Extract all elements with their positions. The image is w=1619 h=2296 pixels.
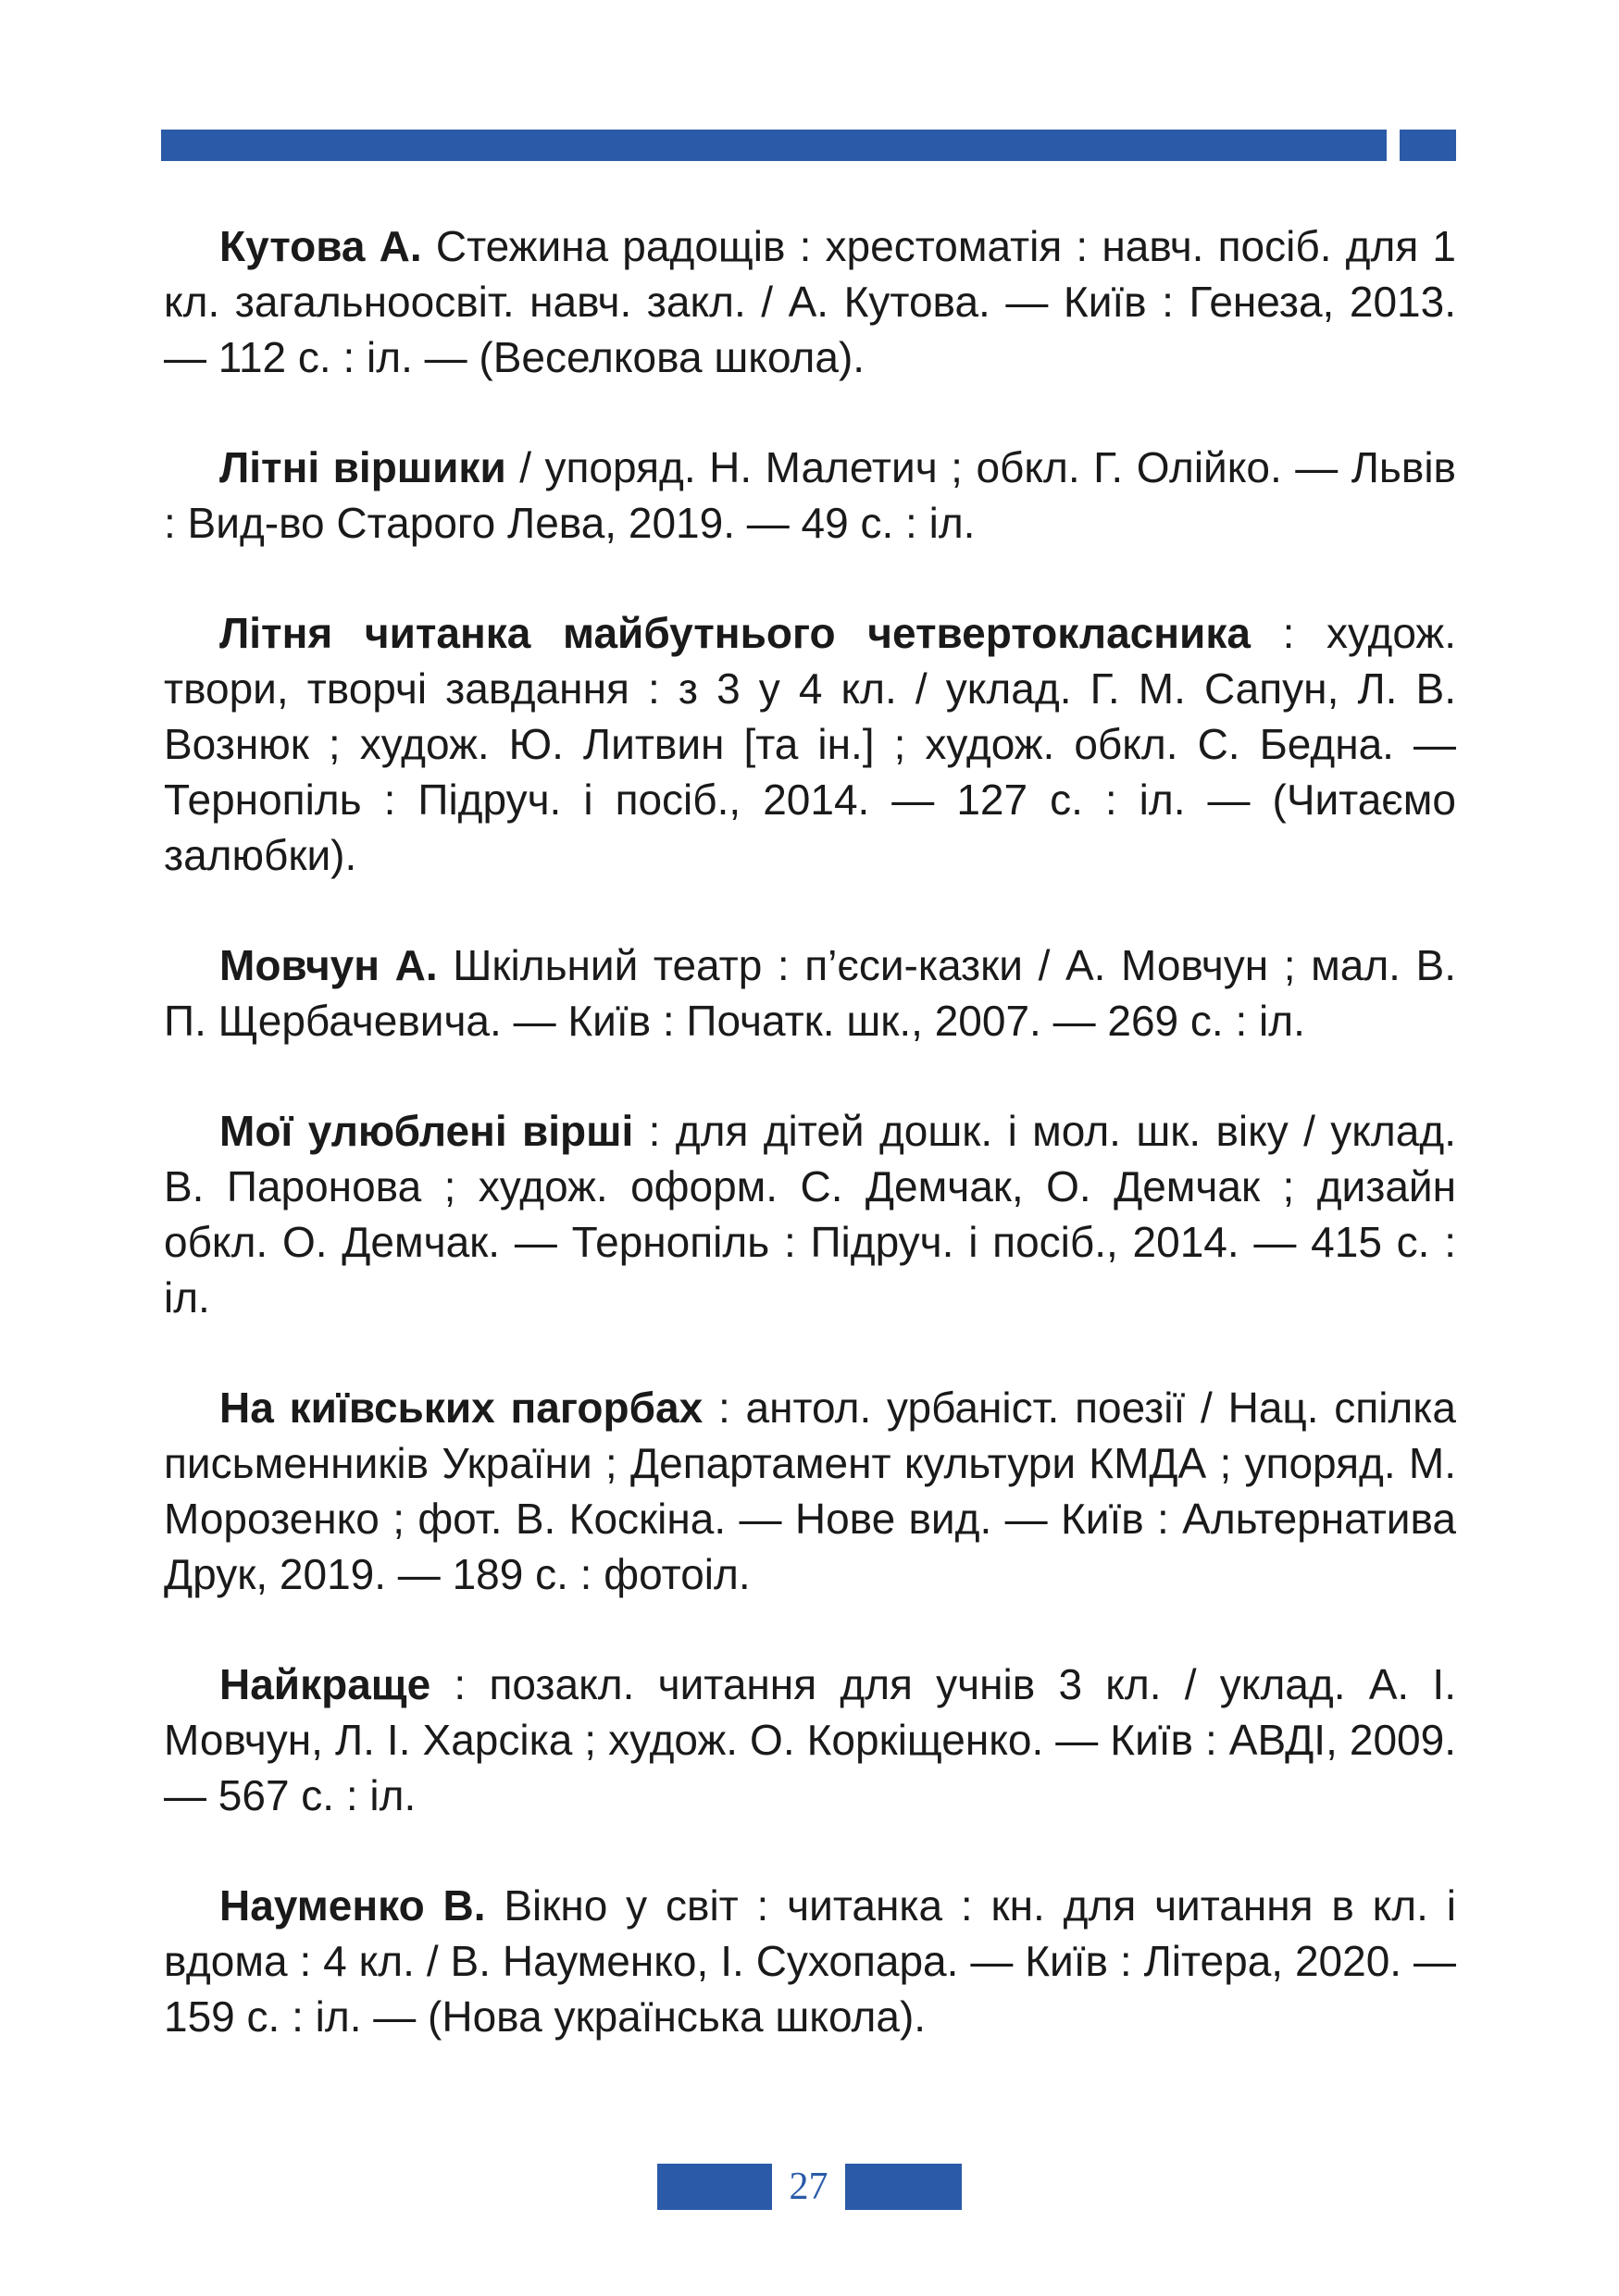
page-number: 27 <box>789 2166 828 2208</box>
entry-body: : худож. твори, творчі завдання : з 3 у 4 кл. / уклад. Г. М. Сапун, Л. В. Вознюк ; худож. Ю. Литвин [та ін.] ; худож. обкл. С. Бедна. — Тернопіль : Підруч. і посіб., 2014. — 127 с. : іл. — (Читаємо залюбки). <box>164 609 1456 879</box>
entry-head: Літня читанка майбутнього четвертокласника <box>219 609 1251 657</box>
footer-bar-right <box>845 2164 962 2210</box>
entry-body: Вікно у світ : читанка : кн. для читання в кл. і вдома : 4 кл. / В. Науменко, І. Сухопара. — Київ : Літера, 2020. — 159 с. : іл. — (Нова українська школа). <box>164 1881 1456 2041</box>
entry-body: : антол. урбаніст. поезії / Нац. спілка письменників України ; Департамент культури КМДА ; упоряд. М. Морозенко ; фот. В. Коскіна. — Нове вид. — Київ : Альтернатива Друк, 2019. — 189 с. : фотоіл. <box>164 1384 1456 1598</box>
entry-body: Стежина радощів : хрестоматія : навч. посіб. для 1 кл. загальноосвіт. навч. закл. / А. Кутова. — Київ : Генеза, 2013. — 112 с. : іл. — (Веселкова школа). <box>164 222 1456 381</box>
entry-head: Науменко В. <box>219 1881 486 1930</box>
entry-head: Мовчун А. <box>219 941 438 989</box>
entry-head: Літні віршики <box>219 443 506 491</box>
bibliography-list <box>164 218 1456 2099</box>
footer-bar-left <box>657 2164 772 2210</box>
bibliography-entry <box>164 1878 1456 2044</box>
bibliography-entry <box>164 1103 1456 1325</box>
header-bar <box>161 130 1387 161</box>
entry-body: Шкільний театр : п’єси-казки / А. Мовчун ; мал. В. П. Щербачевича. — Київ : Початк. шк., 2007. — 269 с. : іл. <box>164 941 1457 1045</box>
entry-body: : позакл. читання для учнів 3 кл. / уклад. А. І. Мовчун, Л. І. Харсіка ; худож. О. Коркіщенко. — Київ : АВДІ, 2009. — 567 с. : іл. <box>164 1660 1456 1819</box>
bibliography-entry <box>164 1657 1456 1823</box>
bibliography-entry <box>164 1380 1456 1602</box>
entry-head: Мої улюблені вірші <box>219 1107 634 1155</box>
header-bar-end <box>1400 130 1456 161</box>
bibliography-entry <box>164 218 1456 385</box>
entry-head: Найкраще <box>219 1660 431 1708</box>
bibliography-entry <box>164 440 1456 551</box>
entry-body: : для дітей дошк. і мол. шк. віку / уклад. В. Паронова ; худож. оформ. С. Демчак, О. Демчак ; дизайн обкл. О. Демчак. — Тернопіль : Підруч. і посіб., 2014. — 415 с. : іл. <box>164 1107 1456 1322</box>
entry-head: На київських пагорбах <box>219 1384 704 1432</box>
bibliography-entry <box>164 605 1456 883</box>
entry-head: Кутова А. <box>219 222 422 270</box>
entry-body: / упоряд. Н. Малетич ; обкл. Г. Олійко. — Львів : Вид-во Старого Лева, 2019. — 49 с. : іл. <box>164 443 1456 547</box>
bibliography-entry <box>164 937 1456 1049</box>
